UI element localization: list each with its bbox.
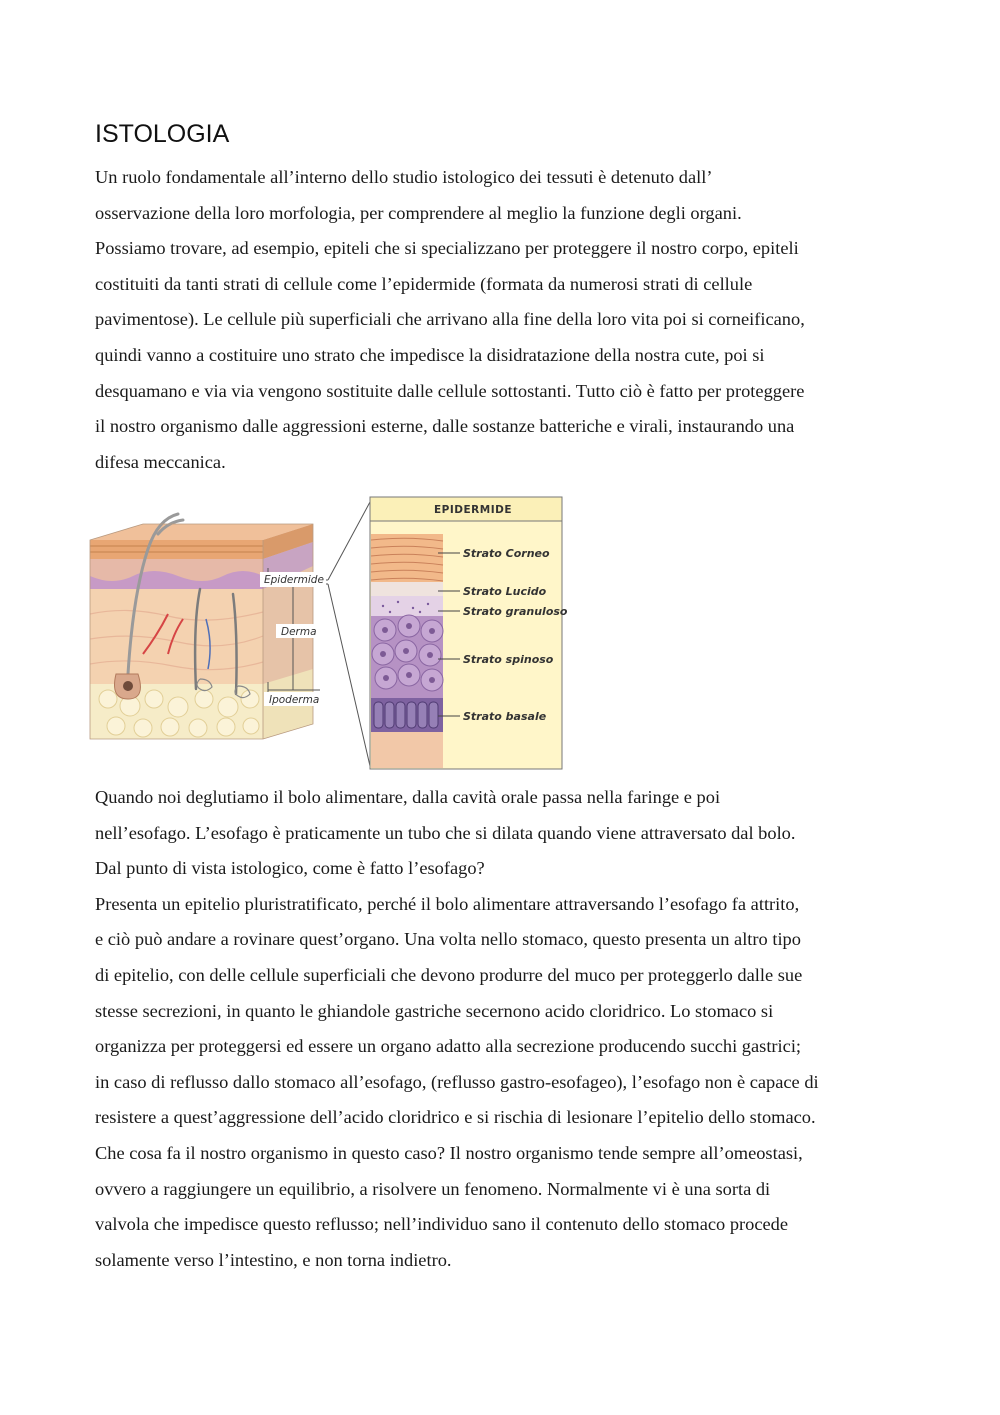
layer-label-corneo: Strato Corneo (463, 547, 550, 560)
paragraph-intro (95, 160, 915, 480)
layer-label-basale: Strato basale (463, 710, 547, 723)
text-line: e ciò può andare a rovinare quest’organo. Una volta nello stomaco, questo presenta un altro tipo (95, 929, 801, 950)
text-line: Che cosa fa il nostro organismo in questo caso? Il nostro organismo tende sempre all’omeostasi, (95, 1142, 803, 1163)
text-line: ovvero a raggiungere un equilibrio, a risolvere un fenomeno. Normalmente vi è una sorta di (95, 1178, 771, 1199)
text-line: resistere a quest’aggressione dell’acido cloridrico e si rischia di lesionare l’epitelio dello stomaco. (95, 1107, 816, 1128)
layer-label-granuloso: Strato granuloso (463, 605, 568, 618)
text-line: il nostro organismo dalle aggressioni esterne, dalle sostanze batteriche e virali, instaurando una (95, 416, 795, 437)
text-line: stesse secrezioni, in quanto le ghiandole gastriche secernono acido cloridrico. Lo stomaco si (95, 1000, 774, 1021)
text-line: difesa meccanica. (95, 451, 226, 472)
label-derma: Derma (281, 626, 317, 638)
text-line: di epitelio, con delle cellule superficiali che devono produrre del muco per proteggerlo dalle sue (95, 964, 803, 985)
layer-label-spinoso: Strato spinoso (463, 653, 554, 666)
label-ipoderma: Ipoderma (269, 694, 320, 706)
label-epidermide: Epidermide (264, 574, 324, 586)
text-line: Presenta un epitelio pluristratificato, perché il bolo alimentare attraversando l’esofago fa attrito, (95, 893, 800, 914)
text-line: quindi vanno a costituire uno strato che impedisce la disidratazione della nostra cute, poi si (95, 344, 765, 365)
text-line: osservazione della loro morfologia, per comprendere al meglio la funzione degli organi. (95, 202, 742, 223)
text-line: Un ruolo fondamentale all’interno dello studio istologico dei tessuti è detenuto dall’ (95, 167, 713, 187)
epidermis-detail-panel (370, 497, 568, 769)
paragraph-esofago (95, 780, 915, 1278)
text-line: Possiamo trovare, ad esempio, epiteli che si specializzano per proteggere il nostro corpo, epiteli (95, 238, 799, 259)
text-line: nell’esofago. L’esofago è praticamente un tubo che si dilata quando viene attraversato dal bolo. (95, 822, 796, 843)
layer-label-lucido: Strato Lucido (463, 585, 547, 598)
text-line: pavimentose). Le cellule più superficiali che arrivano alla fine della loro vita poi si corneificano, (95, 309, 805, 330)
text-line: solamente verso l’intestino, e non torna indietro. (95, 1249, 452, 1270)
panel-title: EPIDERMIDE (434, 504, 512, 516)
text-line: Quando noi deglutiamo il bolo alimentare, dalla cavità orale passa nella faringe e poi (95, 787, 721, 807)
text-line: in caso di reflusso dallo stomaco all’esofago, (reflusso gastro-esofageo), l’esofago non è capace di (95, 1071, 819, 1092)
text-line: organizza per proteggersi ed essere un organo adatto alla secrezione producendo succhi gastrici; (95, 1036, 802, 1057)
text-line: valvola che impedisce questo reflusso; nell’individuo sano il contenuto dello stomaco procede (95, 1214, 789, 1235)
text-line: desquamano e via via vengono sostituite dalle cellule sottostanti. Tutto ciò è fatto per proteggere (95, 380, 805, 401)
skin-diagram (88, 494, 568, 772)
page-title: ISTOLOGIA (95, 120, 230, 148)
text-line: costituiti da tanti strati di cellule come l’epidermide (formata da numerosi strati di cellule (95, 273, 753, 294)
text-line: Dal punto di vista istologico, come è fatto l’esofago? (95, 858, 485, 879)
